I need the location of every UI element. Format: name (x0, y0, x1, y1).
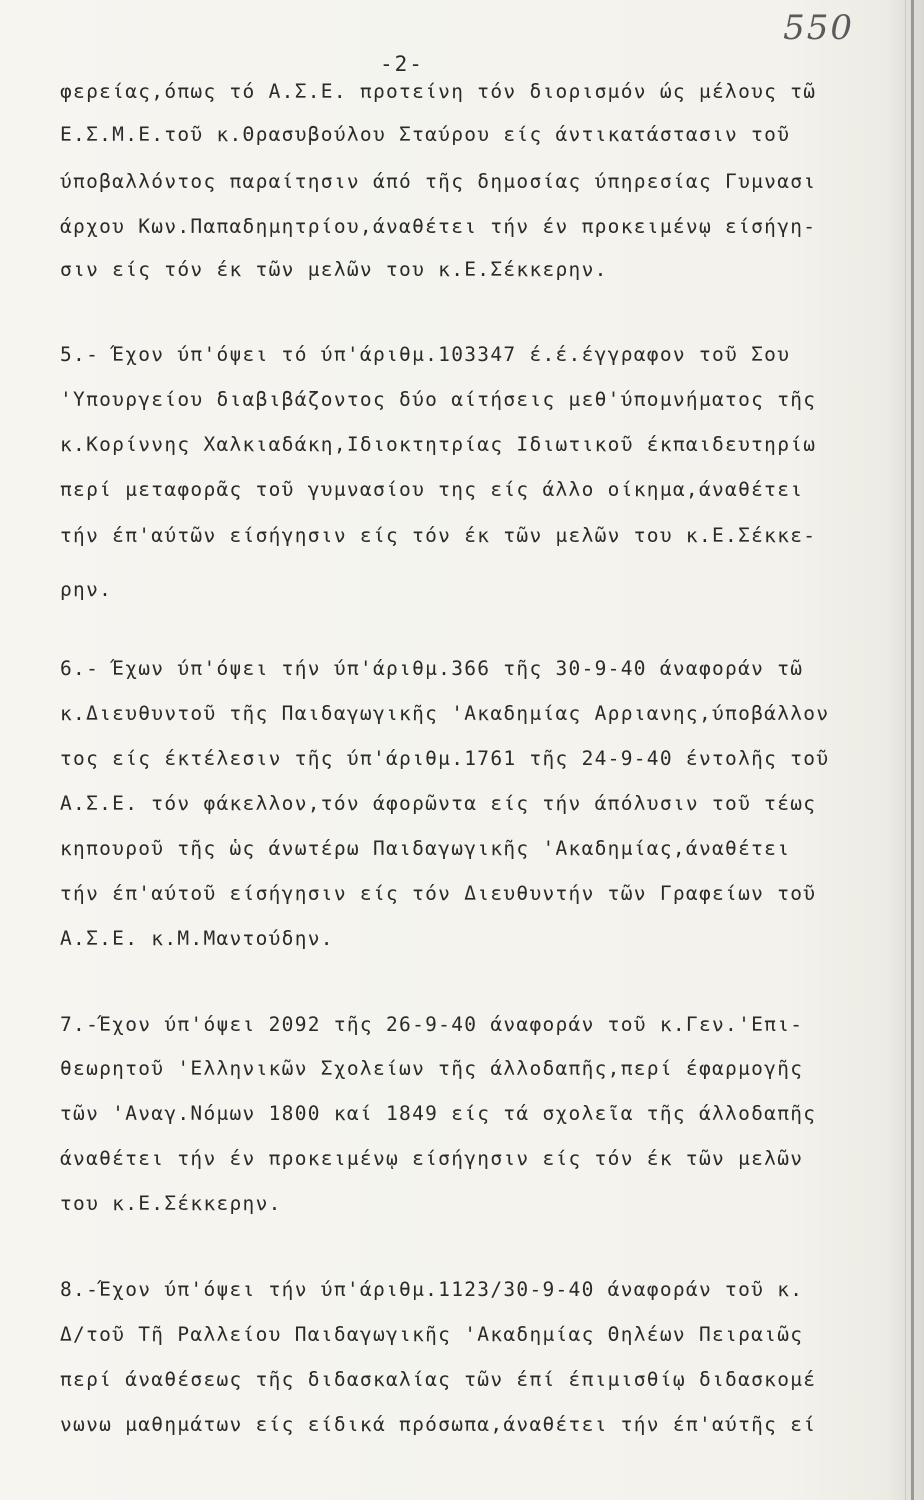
text-line: κηπουροῦ τῆς ὡς άνωτέρω Παιδαγωγικῆς 'Ακαδημίας,άναθέτει (60, 837, 791, 860)
text-line: κ.Διευθυντοῦ τῆς Παιδαγωγικῆς 'Ακαδημίας Αρριανης,ύποβάλλον (60, 702, 830, 725)
text-line: περί μεταφορᾶς τοῦ γυμνασίου της είς άλλο οίκημα,άναθέτει (60, 478, 804, 501)
page-number: -2- (380, 52, 424, 76)
text-line: τήν έπ'αύτοῦ είσήγησιν είς τόν Διευθυντήν τῶν Γραφείων τοῦ (60, 882, 817, 905)
text-line: 5.- Έχον ύπ'όψει τό ύπ'άριθμ.103347 έ.έ.έγγραφον τοῦ Σου (60, 343, 791, 366)
text-line: 8.-Έχον ύπ'όψει τήν ύπ'άριθμ.1123/30-9-40 άναφοράν τοῦ κ. (60, 1278, 804, 1301)
text-line: Α.Σ.Ε. τόν φάκελλον,τόν άφορῶντα είς τήν άπόλυσιν τοῦ τέως (60, 792, 817, 815)
text-line: Α.Σ.Ε. κ.Μ.Μαντούδην. (60, 927, 334, 950)
text-line: τήν έπ'αύτῶν είσήγησιν είς τόν έκ τῶν μελῶν του κ.Ε.Σέκκε- (60, 524, 817, 547)
text-line: περί άναθέσεως τῆς διδασκαλίας τῶν έπί έπιμισθίῳ διδασκομέ (60, 1368, 817, 1391)
folio-number: 550 (783, 8, 854, 48)
text-line: του κ.Ε.Σέκκερην. (60, 1192, 282, 1215)
page-edge (911, 0, 914, 1500)
text-line: Δ/τοῦ Τῆ Ραλλείου Παιδαγωγικῆς 'Ακαδημίας Θηλέων Πειραιῶς (60, 1323, 804, 1346)
text-line: φερείας,όπως τό Α.Σ.Ε. προτείνη τόν διορισμόν ώς μέλους τῶ (60, 80, 817, 103)
text-line: Ε.Σ.Μ.Ε.τοῦ κ.Θρασυβούλου Σταύρου είς άντικατάστασιν τοῦ (60, 123, 791, 146)
text-line: 6.- Έχων ύπ'όψει τήν ύπ'άριθμ.366 τῆς 30-9-40 άναφοράν τῶ (60, 657, 804, 680)
text-line: τος είς έκτέλεσιν τῆς ύπ'άριθμ.1761 τῆς 24-9-40 έντολῆς τοῦ (60, 747, 830, 770)
text-line: θεωρητοῦ 'Ελληνικῶν Σχολείων τῆς άλλοδαπῆς,περί έφαρμογῆς (60, 1057, 804, 1080)
text-line: κ.Κορίννης Χαλκιαδάκη,Ιδιοκτητρίας Ιδιωτικοῦ έκπαιδευτηρίω (60, 433, 817, 456)
text-line: 'Υπουργείου διαβιβάζοντος δύο αίτήσεις μεθ'ύπομνήματος τῆς (60, 388, 817, 411)
text-line: νωνω μαθημάτων είς είδικά πρόσωπα,άναθέτει τήν έπ'αύτῆς εί (60, 1413, 817, 1436)
text-line: ύποβαλλόντος παραίτησιν άπό τῆς δημοσίας ύπηρεσίας Γυμνασι (60, 170, 817, 193)
text-line: 7.-Έχον ύπ'όψει 2092 τῆς 26-9-40 άναφοράν τοῦ κ.Γεν.'Επι- (60, 1013, 804, 1036)
text-line: σιν είς τόν έκ τῶν μελῶν του κ.Ε.Σέκκερην. (60, 258, 608, 281)
text-line: άρχου Κων.Παπαδημητρίου,άναθέτει τήν έν προκειμένῳ είσήγη- (60, 215, 817, 238)
text-line: ρην. (60, 578, 113, 601)
text-line: τῶν 'Αναγ.Νόμων 1800 καί 1849 είς τά σχολεῖα τῆς άλλοδαπῆς (60, 1102, 817, 1125)
text-line: άναθέτει τήν έν προκειμένῳ είσήγησιν είς τόν έκ τῶν μελῶν (60, 1147, 804, 1170)
page-edge-shadow (905, 0, 906, 1500)
